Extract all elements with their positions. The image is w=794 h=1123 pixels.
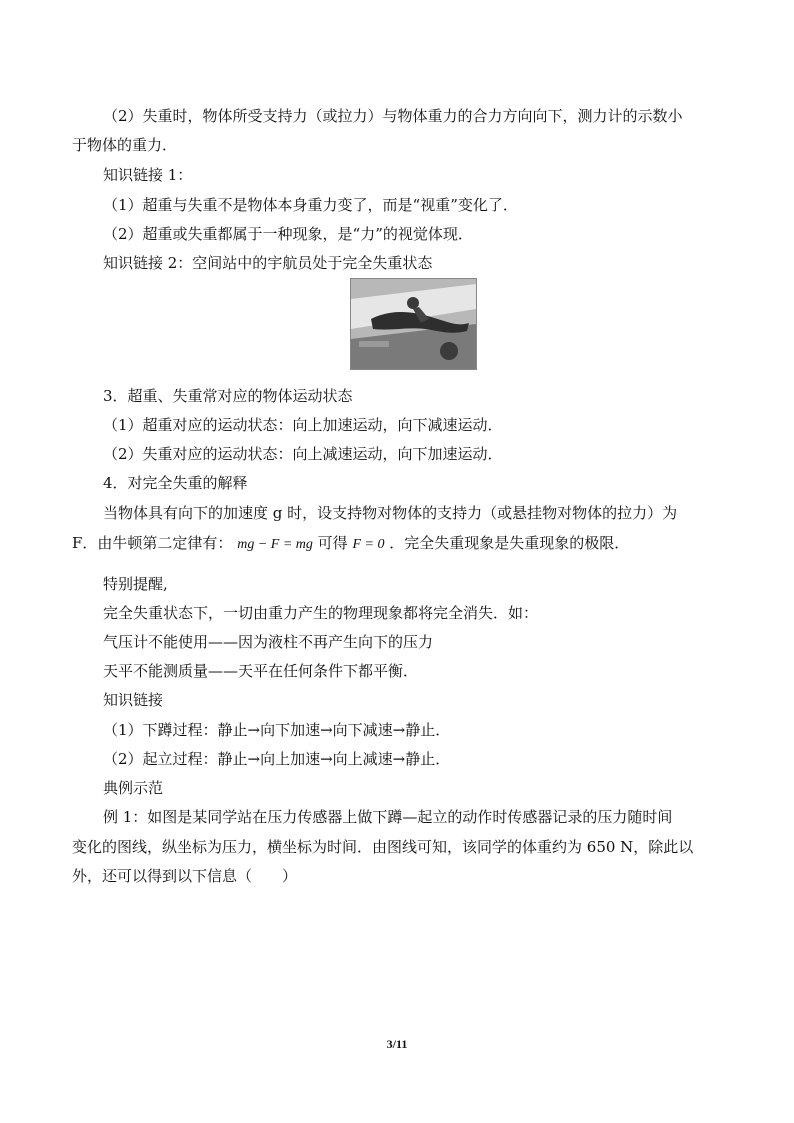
paragraph-line: （2）失重对应的运动状态：向上减速运动，向下加速运动． bbox=[103, 445, 503, 463]
astronaut-photo bbox=[350, 278, 477, 370]
paragraph-line: 例 1：如图是某同学站在压力传感器上做下蹲—起立的动作时传感器记录的压力随时间 bbox=[103, 808, 673, 826]
paragraph-line: 气压计不能使用——因为液柱不再产生向下的压力 bbox=[103, 633, 434, 651]
paragraph-line: 当物体具有向下的加速度 g 时，设支持物对物体的支持力（或悬挂物对物体的拉力）为 bbox=[103, 504, 678, 522]
paragraph-line: 完全失重状态下，一切由重力产生的物理现象都将完全消失．如： bbox=[103, 604, 539, 622]
section-heading: 典例示范 bbox=[103, 779, 164, 797]
section-heading: 知识链接 1： bbox=[103, 166, 193, 184]
newton-law-line bbox=[72, 533, 629, 555]
paragraph-line: （2）超重或失重都属于一种现象，是“力”的视觉体现． bbox=[103, 225, 473, 243]
paragraph-line: （2）起立过程：静止→向上加速→向上减速→静止． bbox=[103, 750, 451, 768]
paragraph-line: （1）超重对应的运动状态：向上加速运动，向下减速运动． bbox=[103, 416, 503, 434]
paragraph-line: （1）下蹲过程：静止→向下加速→向下减速→静止． bbox=[103, 721, 451, 739]
newton-mid-text: 可得 bbox=[317, 534, 348, 552]
paragraph-line: 天平不能测质量——天平在任何条件下都平衡． bbox=[103, 662, 419, 680]
section-heading: 知识链接 2：空间站中的宇航员处于完全失重状态 bbox=[103, 254, 433, 272]
page-number: 3/11 bbox=[386, 1037, 408, 1051]
section-heading: 3．超重、失重常对应的物体运动状态 bbox=[103, 387, 353, 405]
section-heading: 4．对完全失重的解释 bbox=[103, 474, 248, 492]
paragraph-line: 变化的图线，纵坐标为压力，横坐标为时间．由图线可知，该同学的体重约为 650 N，除此以 bbox=[72, 838, 694, 856]
paragraph-line: （2）失重时，物体所受支持力（或拉力）与物体重力的合力方向向下，测力计的示数小 bbox=[103, 107, 683, 125]
paragraph-line: 外，还可以得到以下信息（ ） bbox=[72, 867, 298, 885]
equation-mg: mg − F = mg bbox=[237, 537, 313, 552]
astronaut-photo-graphic bbox=[351, 279, 476, 369]
newton-pre-text: F．由牛顿第二定律有： bbox=[72, 534, 233, 552]
paragraph-line: 于物体的重力． bbox=[72, 136, 178, 154]
newton-post-text: ．完全失重现象是失重现象的极限． bbox=[389, 534, 630, 552]
paragraph-line: （1）超重与失重不是物体本身重力变了，而是“视重”变化了． bbox=[103, 196, 518, 214]
equation-f-zero: F = 0 bbox=[352, 537, 385, 552]
section-heading: 特别提醒, bbox=[103, 575, 168, 593]
section-heading: 知识链接 bbox=[103, 691, 164, 709]
